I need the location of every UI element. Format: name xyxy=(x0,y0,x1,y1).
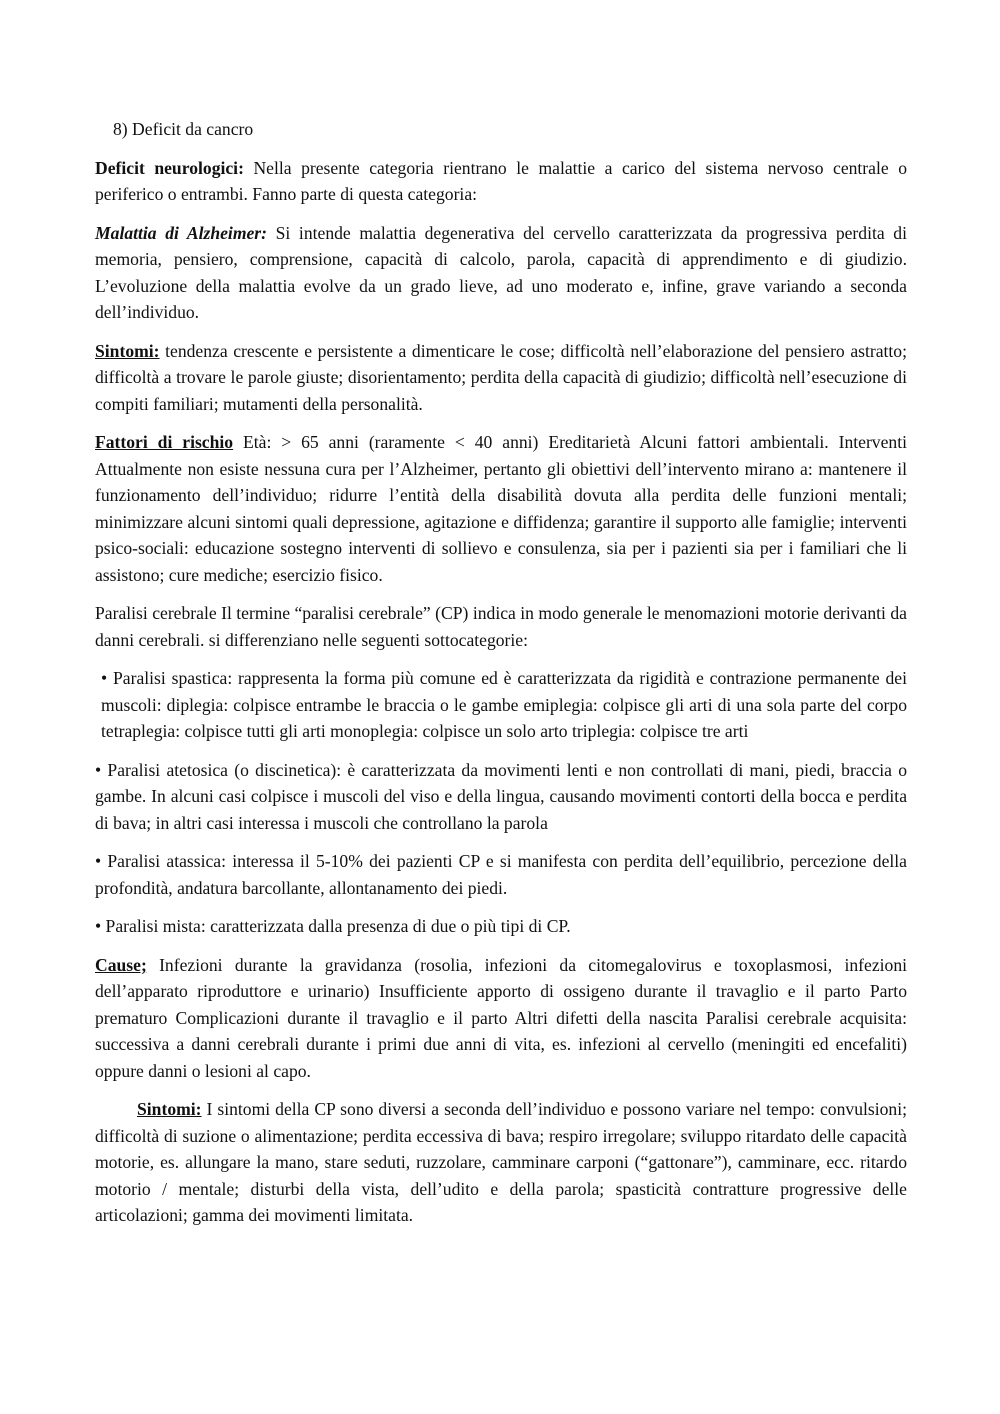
paragraph-cause xyxy=(95,952,907,1085)
list-item-deficit-cancro: 8) Deficit da cancro xyxy=(113,119,254,139)
text-cause: Infezioni durante la gravidanza (rosolia, infezioni da citomegalovirus e toxoplasmosi, infezioni dell’apparato riproduttore e urinario) Insufficiente apporto di ossigeno durante il travaglio e il parto Parto prematuro Complicazioni durante il travaglio e il parto Altri difetti della nascita Paralisi cerebrale acquisita: successiva a danni cerebrali durante i primi due anni di vita, es. infezioni al cervello (meningiti ed encefaliti) oppure danni o lesioni al capo. xyxy=(95,954,907,1081)
heading-deficit-neurologici: Deficit neurologici: xyxy=(95,157,244,178)
paragraph-fattori-rischio xyxy=(95,429,907,588)
heading-sintomi-cp: Sintomi: xyxy=(137,1099,202,1119)
text-fattori-rischio: Età: > 65 anni (raramente < 40 anni) Ereditarietà Alcuni fattori ambientali. Interventi Attualmente non esiste nessuna cura per l’Alzheimer, pertanto gli obiettivi dell’intervento mirano a: mantenere il funzionamento dell’individuo; ridurre l’entità della disabilità dovuta alla perdita delle funzioni mentali; minimizzare alcuni sintomi quali depressione, agitazione e diffidenza; garantire il supporto alle famiglie; interventi psico-sociali: educazione sostegno interventi di sollievo e consulenza, sia per i pazienti sia per i familiari che li assistono; cure mediche; esercizio fisico. xyxy=(95,432,907,585)
heading-fattori-rischio: Fattori di rischio xyxy=(95,432,234,452)
paragraph-paralisi-intro: Paralisi cerebrale Il termine “paralisi cerebrale” (CP) indica in modo generale le menomazioni motorie derivanti da danni cerebrali. si differenziano nelle seguenti sottocategorie: xyxy=(95,603,907,650)
paragraph-sintomi-cp xyxy=(95,1096,907,1229)
document-page xyxy=(95,116,907,1241)
text-sintomi-alzheimer: tendenza crescente e persistente a dimenticare le cose; difficoltà nell’elaborazione del pensiero astratto; difficoltà a trovare le parole giuste; disorientamento; perdita della capacità di giudizio; difficoltà nell’esecuzione di compiti familiari; mutamenti della personalità. xyxy=(95,340,907,414)
paragraph-deficit-neurologici xyxy=(95,155,907,208)
paralisi-item-atetosica: • Paralisi atetosica (o discinetica): è caratterizzata da movimenti lenti e non controllati di mani, piedi, braccia o gambe. In alcuni casi colpisce i muscoli del viso e della lingua, causando movimenti contorti della bocca e perdita di bava; in altri casi interessa i muscoli che controllano la parola xyxy=(95,759,907,833)
text-deficit-neurologici: Nella presente categoria rientrano le malattie a carico del sistema nervoso centrale o periferico o entrambi. Fanno parte di questa categoria: xyxy=(95,157,907,204)
heading-sintomi-alzheimer: Sintomi: xyxy=(95,340,160,361)
paragraph-sintomi-alzheimer xyxy=(95,338,907,418)
paralisi-item-spastica: • Paralisi spastica: rappresenta la forma più comune ed è caratterizzata da rigidità e contrazione permanente dei muscoli: diplegia: colpisce entrambe le braccia o le gambe emiplegia: colpisce gli arti di una sola parte del corpo tetraplegia: colpisce tutti gli arti monoplegia: colpisce un solo arto triplegia: colpisce tre arti xyxy=(101,668,907,741)
text-alzheimer: Si intende malattia degenerativa del cervello caratterizzata da progressiva perdita di memoria, pensiero, comprensione, capacità di calcolo, parola, capacità di apprendimento e di giudizio. L’evoluzione della malattia evolve da un grado lieve, ad uno moderato e, infine, grave variando a seconda dell’individuo. xyxy=(95,222,907,322)
paralisi-item-atassica: • Paralisi atassica: interessa il 5-10% dei pazienti CP e si manifesta con perdita dell’equilibrio, percezione della profondità, andatura barcollante, allontanamento dei piedi. xyxy=(95,851,907,898)
heading-cause: Cause; xyxy=(95,954,147,975)
text-sintomi-cp: I sintomi della CP sono diversi a seconda dell’individuo e possono variare nel tempo: convulsioni; difficoltà di suzione o alimentazione; perdita eccessiva di bava; respiro irregolare; sviluppo ritardato delle capacità motorie, es. allungare la mano, stare seduti, ruzzolare, camminare carponi (“gattonare”), camminare, ecc. ritardo motorio / mentale; disturbi della vista, dell’udito e della parola; spasticità contratture progressive delle articolazioni; gamma dei movimenti limitata. xyxy=(95,1099,907,1225)
heading-alzheimer: Malattia di Alzheimer: xyxy=(95,222,268,243)
paragraph-alzheimer xyxy=(95,220,907,326)
paralisi-item-mista: • Paralisi mista: caratterizzata dalla presenza di due o più tipi di CP. xyxy=(95,916,571,936)
